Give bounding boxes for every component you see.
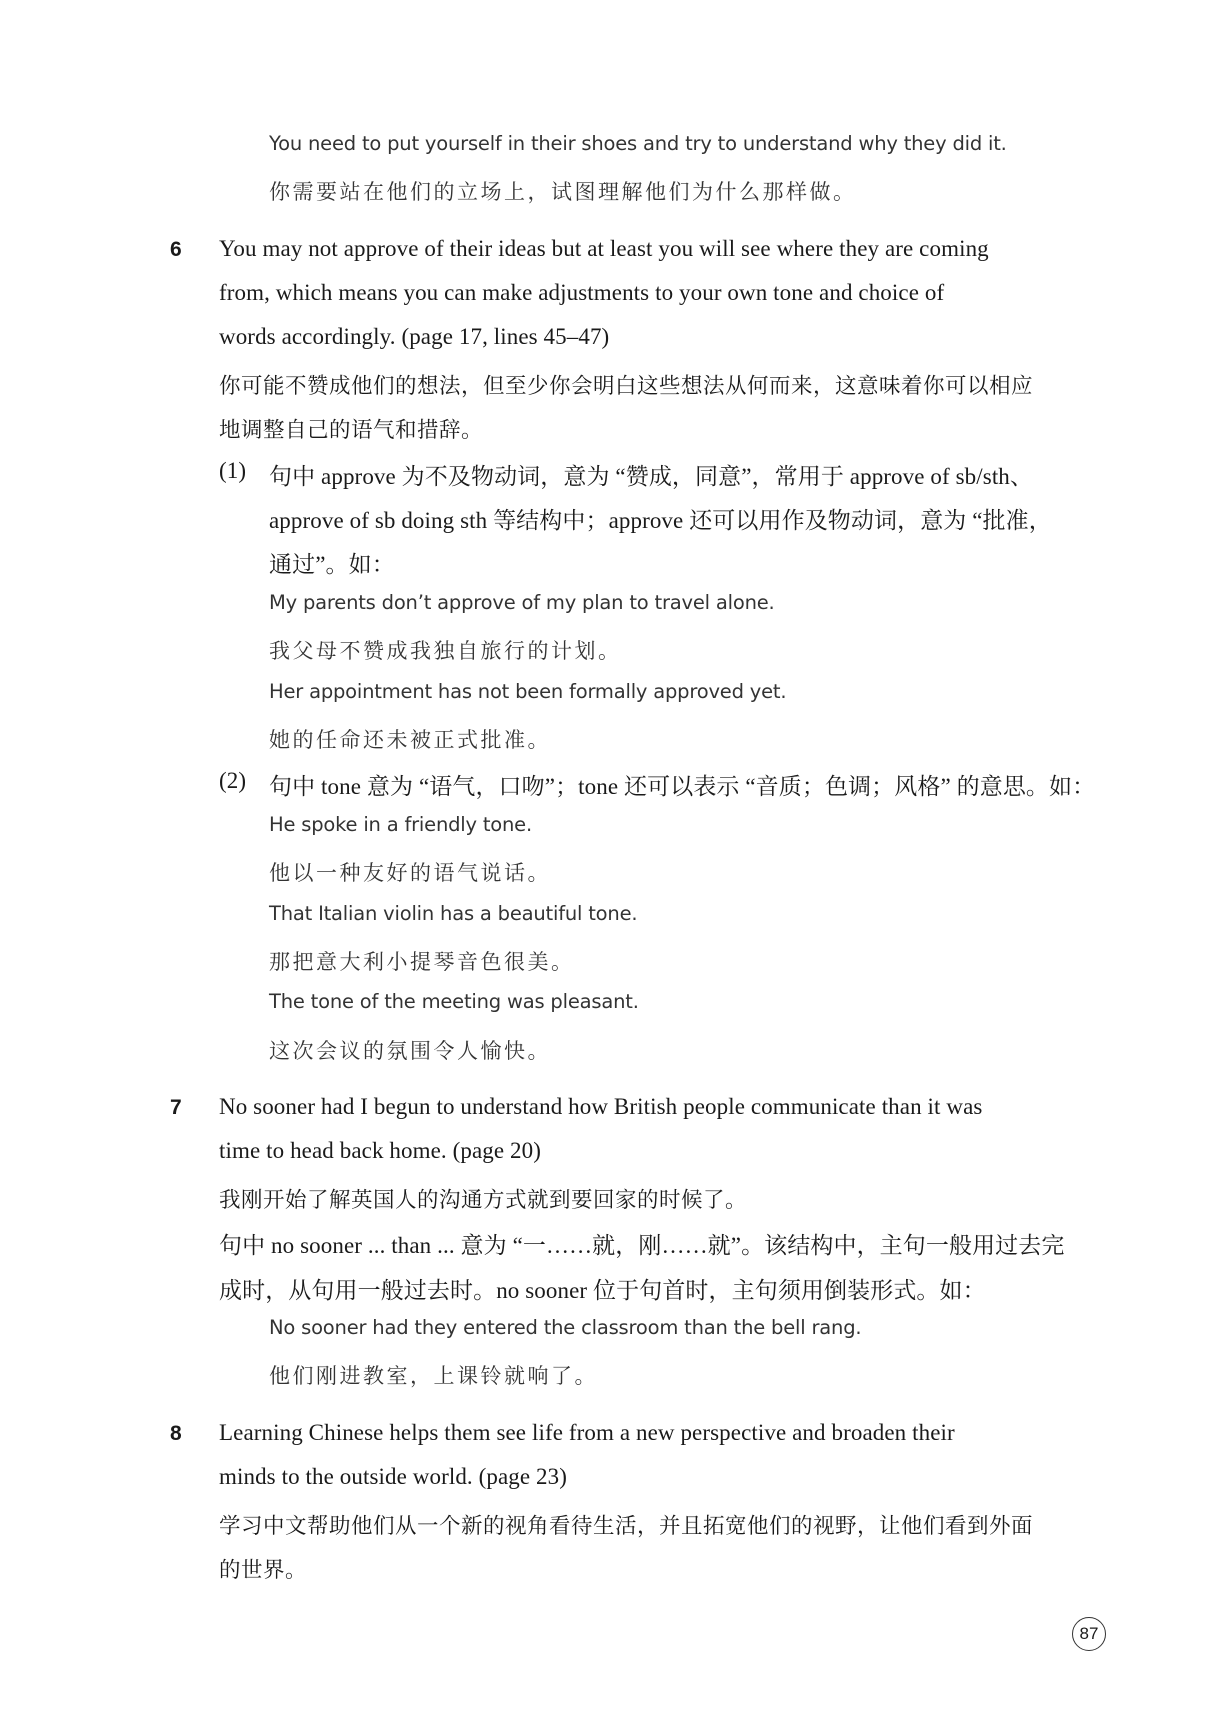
text-line: (1) — [219, 458, 247, 483]
example-sentence: The tone of the meeting was pleasant. — [269, 990, 639, 1013]
text-line: 地调整自己的语气和措辞。 — [219, 418, 484, 442]
example-sentence: My parents don’t approve of my plan to travel alone. — [269, 591, 775, 614]
text-line: 通过”。如： — [269, 552, 395, 577]
example-sentence: He spoke in a friendly tone. — [269, 813, 532, 836]
text-line: 你可能不赞成他们的想法，但至少你会明白这些想法从何而来，这意味着你可以相应 — [219, 374, 1034, 398]
text-line: 学习中文帮助他们从一个新的视角看待生活，并且拓宽他们的视野，让他们看到外面 — [219, 1514, 1034, 1538]
example-sentence: Her appointment has not been formally approved yet. — [269, 680, 787, 703]
page-number: 87 — [1072, 1617, 1106, 1651]
text-line: 成时，从句用一般过去时。no sooner 位于句首时，主句须用倒装形式。如： — [219, 1278, 986, 1303]
item-number: 8 — [170, 1422, 182, 1445]
example-sentence: No sooner had they entered the classroom than the bell rang. — [269, 1316, 862, 1339]
text-line: 句中 no sooner ... than ... 意为 “一……就，刚……就”。该结构中，主句一般用过去完 — [219, 1233, 1065, 1258]
text-line: You may not approve of their ideas but at least you will see where they are coming — [219, 236, 989, 261]
text-line: 句中 tone 意为 “语气，口吻”；tone 还可以表示 “音质；色调；风格” 的意思。如： — [269, 774, 1096, 799]
example-sentence: 那把意大利小提琴音色很美。 — [269, 950, 575, 974]
example-sentence: 她的任命还未被正式批准。 — [269, 728, 551, 752]
text-line: from, which means you can make adjustments to your own tone and choice of — [219, 280, 945, 305]
text-line: minds to the outside world. (page 23) — [219, 1464, 568, 1489]
example-sentence: 他以一种友好的语气说话。 — [269, 861, 551, 885]
example-sentence: 这次会议的氛围令人愉快。 — [269, 1039, 551, 1063]
text-line: (2) — [219, 768, 247, 793]
example-sentence: 我父母不赞成我独自旅行的计划。 — [269, 639, 622, 663]
item-number: 7 — [170, 1096, 182, 1119]
text-line: 我刚开始了解英国人的沟通方式就到要回家的时候了。 — [219, 1188, 748, 1212]
text-line: No sooner had I begun to understand how British people communicate than it was — [219, 1094, 983, 1119]
text-line: Learning Chinese helps them see life from a new perspective and broaden their — [219, 1420, 955, 1445]
text-line: 句中 approve 为不及物动词，意为 “赞成，同意”，常用于 approve of sb/sth、 — [269, 464, 1034, 489]
text-line: approve of sb doing sth 等结构中；approve 还可以用作及物动词，意为 “批准， — [269, 508, 1052, 533]
text-line: time to head back home. (page 20) — [219, 1138, 541, 1163]
text-line: 的世界。 — [219, 1558, 308, 1582]
text-line: words accordingly. (page 17, lines 45–47) — [219, 324, 610, 349]
example-sentence: That Italian violin has a beautiful tone. — [269, 902, 638, 925]
example-sentence: You need to put yourself in their shoes and try to understand why they did it. — [269, 132, 1007, 155]
item-number: 6 — [170, 238, 182, 261]
example-sentence: 他们刚进教室，上课铃就响了。 — [269, 1364, 598, 1388]
example-sentence: 你需要站在他们的立场上，试图理解他们为什么那样做。 — [269, 180, 857, 204]
